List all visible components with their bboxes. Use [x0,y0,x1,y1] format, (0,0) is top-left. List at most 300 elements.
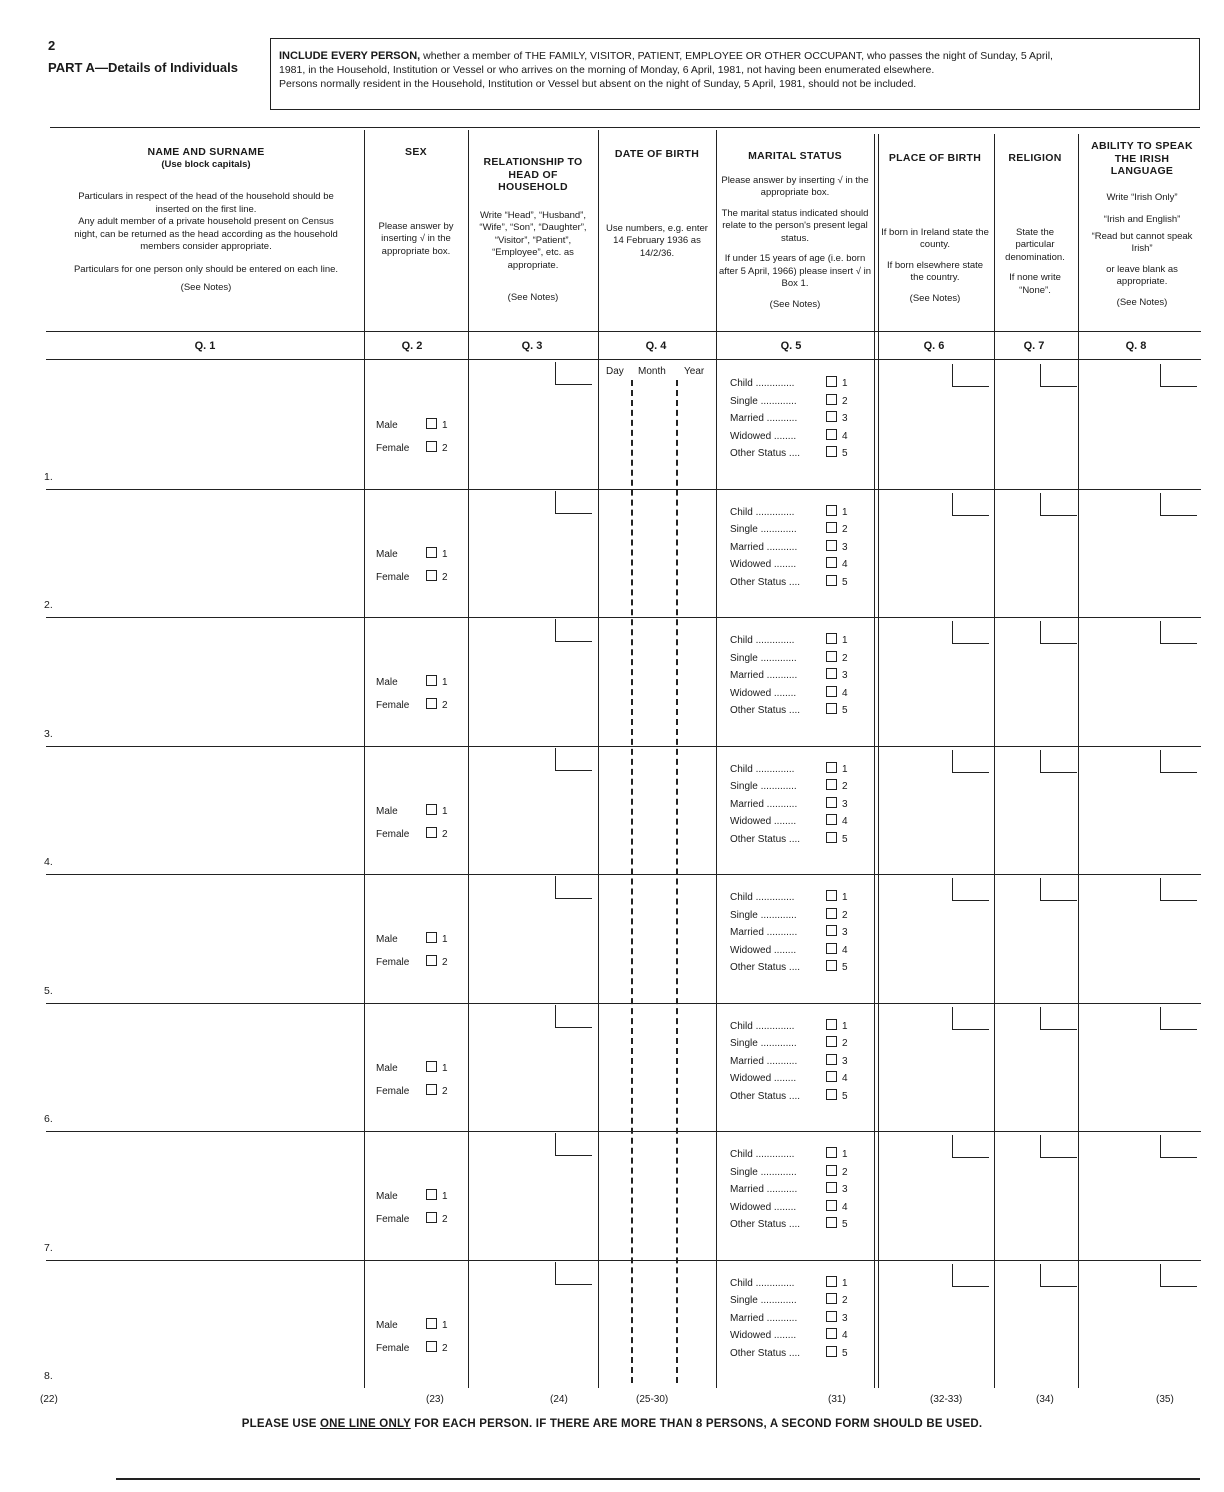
religion-code-box[interactable] [1040,364,1077,387]
option-code: 2 [842,652,848,664]
sex-option-label: Female [376,1214,410,1225]
sex-option-label: Female [376,1342,410,1354]
checkbox[interactable] [826,1054,837,1065]
checkbox[interactable] [426,675,437,686]
marital-option[interactable] [730,1346,848,1359]
header-irish-p1: Write “Irish Only” [1106,191,1178,203]
header-name-sub: (Use block capitals) [161,158,251,170]
vline-relationship-left [468,130,469,1388]
header-religion-title: RELIGION [1008,152,1062,164]
header-birthplace-p2: If born elsewhere state the country. [886,259,984,283]
birthplace-code-box[interactable] [952,493,989,516]
option-code: 4 [842,1330,848,1341]
checkbox[interactable] [826,686,837,697]
header-name-notes: (See Notes) [180,282,232,293]
checkbox[interactable] [826,1071,837,1082]
marital-option[interactable] [730,394,848,407]
marital-option[interactable] [730,1071,848,1084]
checkbox[interactable] [426,932,437,943]
checkbox[interactable] [826,943,837,954]
qlabel-8: Q. 8 [1125,340,1147,352]
marital-option[interactable] [730,1217,848,1230]
checkbox[interactable] [426,1318,437,1329]
marital-option[interactable] [730,505,848,518]
vline-religion-left [994,134,995,1388]
name-entry-field[interactable] [60,1266,356,1381]
relationship-code-box[interactable] [555,1262,592,1285]
checkbox[interactable] [826,376,837,387]
header-name-p1: Particulars in respect of the head of the household should be inserted on the first line. [78,191,334,215]
checkbox[interactable] [826,1293,837,1304]
option-code: 1 [442,1062,448,1074]
marital-option[interactable] [730,960,848,973]
checkbox[interactable] [826,1346,837,1357]
sex-option-label: Male [376,1062,398,1074]
checkbox[interactable] [826,814,837,825]
marital-option-label: Child .............. [730,506,795,518]
option-code: 2 [442,1085,448,1097]
marital-option-label: Child .............. [730,378,795,389]
marital-option-label: Other Status .... [730,833,801,845]
header-irish-notes: (See Notes) [1116,296,1168,308]
sex-option-female[interactable] [376,955,448,968]
row-number: 7. [44,1241,53,1254]
header-religion-p1: State the particular denomination. [1005,226,1065,263]
checkbox[interactable] [826,1182,837,1193]
sex-option-female[interactable] [376,1084,448,1097]
option-code: 5 [842,576,848,588]
option-code: 1 [442,1191,448,1202]
marital-option-label: Widowed ........ [730,1201,797,1213]
option-code: 2 [842,395,848,407]
checkbox[interactable] [826,960,837,971]
sex-option-female[interactable] [376,570,448,583]
qlabel-5: Q. 5 [780,340,802,352]
name-entry-field[interactable] [60,1137,356,1252]
marital-option[interactable] [730,1276,848,1289]
marital-option-label: Child .............. [730,635,795,646]
checkbox[interactable] [426,827,437,838]
sex-option-male[interactable] [376,547,448,560]
checkbox[interactable] [826,832,837,843]
option-code: 3 [842,798,848,810]
row-divider [46,874,1201,875]
qlabel-6: Q. 6 [923,340,945,352]
option-code: 1 [442,934,448,945]
checkbox[interactable] [426,441,437,452]
row-number: 2. [44,599,53,611]
header-sex [368,146,464,266]
checkbox[interactable] [826,703,837,714]
option-code: 5 [842,962,848,973]
checkbox[interactable] [826,411,837,422]
header-irish-p3: “Read but cannot speak Irish” [1091,230,1193,254]
row-divider [46,1131,1201,1132]
option-code: 5 [842,833,848,845]
checkbox[interactable] [426,418,437,429]
marital-option[interactable] [730,832,848,845]
marital-option[interactable] [730,633,848,646]
option-code: 5 [842,448,848,459]
marital-option-label: Widowed ........ [730,430,797,442]
option-code: 4 [842,430,848,442]
marital-option[interactable] [730,762,848,775]
marital-option[interactable] [730,411,848,424]
option-code: 2 [442,1214,448,1225]
marital-option-label: Single ............. [730,781,797,792]
marital-option-label: Other Status .... [730,576,801,588]
birthplace-code-box[interactable] [952,750,989,773]
option-code: 4 [842,816,848,827]
part-title: PART A—Details of Individuals [48,60,238,75]
marital-option-label: Child .............. [730,1149,795,1160]
header-name-p2: Any adult member of a private household present on Census night, can be returned as the head according as the household members consider appropriate. [74,216,338,252]
header-dob-title: DATE OF BIRTH [614,148,700,160]
option-code: 1 [842,506,848,518]
checkbox[interactable] [826,1019,837,1030]
checkbox[interactable] [826,522,837,533]
marital-option-label: Other Status .... [730,1347,801,1359]
religion-code-box[interactable] [1040,878,1077,901]
checkbox[interactable] [826,925,837,936]
dob-month-label: Month [638,366,666,377]
marital-option[interactable] [730,686,848,699]
footer-pre: PLEASE USE [241,1418,320,1430]
sex-option-male[interactable] [376,804,448,817]
marital-option-label: Single ............. [730,1038,797,1049]
marital-option[interactable] [730,668,848,681]
row-divider [46,1260,1201,1261]
marital-option[interactable] [730,1200,848,1213]
option-code: 5 [842,1347,848,1359]
checkbox[interactable] [426,1061,437,1072]
birthplace-code-box[interactable] [952,878,989,901]
option-code: 3 [842,1184,848,1195]
religion-code-box[interactable] [1040,493,1077,516]
religion-code-box[interactable] [1040,1264,1077,1287]
row-number: 5. [44,984,53,997]
checkbox[interactable] [826,575,837,586]
instruction-line-3: Persons normally resident in the Household, Institution or Vessel but absent on the night of Sunday, 5 April, 1981, should not be included. [279,78,917,90]
relationship-code-box[interactable] [555,619,592,642]
checkbox[interactable] [426,1212,437,1223]
marital-option-label: Child .............. [730,763,795,775]
sex-option-label: Male [376,1319,398,1331]
marital-option[interactable] [730,1019,848,1032]
header-birthplace [880,152,990,313]
checkbox[interactable] [826,1147,837,1158]
header-sex-p1: Please answer by inserting √ in the appropriate box. [378,220,454,257]
marital-option[interactable] [730,908,848,921]
checkbox[interactable] [826,1217,837,1228]
marital-option[interactable] [730,703,848,716]
relationship-code-box[interactable] [555,748,592,771]
checkbox[interactable] [426,1189,437,1200]
irish-code-box[interactable] [1160,1007,1197,1030]
name-entry-field[interactable] [60,880,356,995]
dob-day-separator [631,380,633,1383]
header-name-title: NAME AND SURNAME [147,146,265,158]
page-number: 2 [48,38,56,53]
marital-option-label: Widowed ........ [730,1330,797,1341]
code-name: (22) [40,1394,58,1405]
sex-option-label: Female [376,700,410,711]
marital-option[interactable] [730,779,848,792]
header-irish [1082,140,1202,317]
sex-option-female[interactable] [376,698,448,711]
option-code: 5 [842,705,848,716]
marital-option-label: Single ............. [730,524,797,535]
option-code: 1 [842,1149,848,1160]
marital-option-label: Other Status .... [730,448,801,459]
top-rule [50,127,1200,128]
sex-option-label: Male [376,548,398,560]
sex-option-female[interactable] [376,1212,448,1225]
checkbox[interactable] [826,1089,837,1100]
header-marital-title: MARITAL STATUS [748,150,842,162]
sex-option-label: Female [376,443,410,454]
checkbox[interactable] [826,762,837,773]
relationship-code-box[interactable] [555,491,592,514]
name-entry-field[interactable] [60,752,356,867]
header-marital-notes: (See Notes) [769,298,821,310]
row-divider [46,617,1201,618]
name-entry-field[interactable] [60,366,356,481]
marital-option-label: Single ............. [730,652,797,664]
relationship-code-box[interactable] [555,1005,592,1028]
checkbox[interactable] [826,779,837,790]
marital-option[interactable] [730,575,848,588]
header-birthplace-notes: (See Notes) [909,292,961,304]
header-relationship-notes: (See Notes) [507,292,559,303]
option-code: 2 [442,571,448,583]
row-number: 6. [44,1113,53,1125]
option-code: 2 [442,828,448,840]
option-code: 4 [842,559,848,570]
sex-option-male[interactable] [376,932,448,945]
birthplace-code-box[interactable] [952,621,989,644]
marital-option[interactable] [730,1328,848,1341]
checkbox[interactable] [426,698,437,709]
name-entry-field[interactable] [60,1009,356,1124]
code-irish: (35) [1156,1394,1174,1405]
marital-option[interactable] [730,797,848,810]
option-code: 2 [842,909,848,921]
checkbox[interactable] [826,797,837,808]
birthplace-code-box[interactable] [952,364,989,387]
checkbox[interactable] [826,890,837,901]
sex-option-female[interactable] [376,441,448,454]
irish-code-box[interactable] [1160,493,1197,516]
marital-option-label: Widowed ........ [730,1073,797,1084]
header-birthplace-p1: If born in Ireland state the county. [881,226,989,250]
header-sex-title: SEX [405,146,427,158]
marital-option-label: Single ............. [730,1166,797,1178]
option-code: 1 [442,548,448,560]
marital-option[interactable] [730,651,848,664]
checkbox[interactable] [826,540,837,551]
marital-option-label: Married ........... [730,541,798,553]
checkbox[interactable] [826,505,837,516]
marital-option-label: Single ............. [730,395,797,407]
checkbox[interactable] [826,633,837,644]
religion-code-box[interactable] [1040,1135,1077,1158]
header-marital-p2: The marital status indicated should relate to the person's present legal status. [721,207,869,244]
checkbox[interactable] [826,1200,837,1211]
sex-option-female[interactable] [376,1341,448,1354]
checkbox[interactable] [426,804,437,815]
marital-option[interactable] [730,557,848,570]
checkbox[interactable] [426,1341,437,1352]
sex-option-male[interactable] [376,418,448,431]
marital-option-label: Widowed ........ [730,944,797,956]
marital-option[interactable] [730,429,848,442]
marital-option[interactable] [730,925,848,938]
marital-option[interactable] [730,1054,848,1067]
option-code: 5 [842,1090,848,1102]
religion-code-box[interactable] [1040,621,1077,644]
marital-option[interactable] [730,1311,848,1324]
marital-option-label: Single ............. [730,909,797,921]
sex-option-label: Male [376,934,398,945]
checkbox[interactable] [826,1165,837,1176]
marital-option[interactable] [730,1036,848,1049]
footer-note [0,1418,1224,1430]
instruction-box [270,38,1200,110]
header-irish-p2: “Irish and English” [1103,214,1181,225]
marital-option[interactable] [730,1147,848,1160]
relationship-code-box[interactable] [555,876,592,899]
birthplace-code-box[interactable] [952,1007,989,1030]
marital-option[interactable] [730,814,848,827]
marital-option[interactable] [730,522,848,535]
irish-code-box[interactable] [1160,878,1197,901]
checkbox[interactable] [826,1276,837,1287]
dob-year-label: Year [684,366,705,377]
sex-option-male[interactable] [376,675,448,688]
row-number: 4. [44,856,53,868]
sex-option-male[interactable] [376,1318,448,1331]
irish-code-box[interactable] [1160,621,1197,644]
sex-option-label: Female [376,957,410,968]
vline-dob-left [598,130,599,1388]
checkbox[interactable] [826,651,837,662]
checkbox[interactable] [426,547,437,558]
option-code: 3 [842,670,848,681]
irish-code-box[interactable] [1160,364,1197,387]
marital-option-label: Child .............. [730,1020,795,1032]
checkbox[interactable] [426,570,437,581]
marital-option[interactable] [730,1293,848,1306]
checkbox[interactable] [826,668,837,679]
option-code: 2 [842,1295,848,1306]
marital-option[interactable] [730,376,848,389]
sex-option-label: Male [376,1191,398,1202]
religion-code-box[interactable] [1040,1007,1077,1030]
checkbox[interactable] [826,557,837,568]
option-code: 2 [442,700,448,711]
sex-option-male[interactable] [376,1061,448,1074]
footer-underlined: ONE LINE ONLY [320,1418,411,1430]
header-relationship [472,156,594,313]
irish-code-box[interactable] [1160,750,1197,773]
option-code: 2 [442,1342,448,1354]
option-code: 1 [842,1277,848,1289]
code-religion: (34) [1036,1394,1054,1405]
marital-option-label: Other Status .... [730,962,801,973]
marital-option[interactable] [730,890,848,903]
marital-option-label: Other Status .... [730,705,801,716]
name-entry-field[interactable] [60,495,356,610]
footer-post: FOR EACH PERSON. IF THERE ARE MORE THAN 8 PERSONS, A SECOND FORM SHOULD BE USED. [410,1418,983,1430]
row-divider [46,746,1201,747]
relationship-code-box[interactable] [555,1133,592,1156]
qlabel-4: Q. 4 [645,340,667,352]
relationship-code-box[interactable] [555,362,592,385]
sex-option-label: Female [376,571,410,583]
vline-irish-left [1078,134,1079,1388]
birthplace-code-box[interactable] [952,1135,989,1158]
checkbox[interactable] [826,446,837,457]
dob-month-separator [676,380,678,1383]
option-code: 2 [842,1166,848,1178]
checkbox[interactable] [826,1311,837,1322]
marital-option[interactable] [730,446,848,459]
checkbox[interactable] [426,1084,437,1095]
header-name [66,146,346,303]
marital-option[interactable] [730,540,848,553]
row-divider [46,1003,1201,1004]
religion-code-box[interactable] [1040,750,1077,773]
checkbox[interactable] [826,1328,837,1339]
vline-birthplace-left [874,134,875,1388]
sex-option-male[interactable] [376,1189,448,1202]
dob-day-label: Day [606,366,624,377]
option-code: 5 [842,1219,848,1230]
header-dob-p1: Use numbers, e.g. enter 14 February 1936 as 14/2/36. [606,222,708,259]
code-birthplace: (32-33) [930,1394,963,1405]
option-code: 1 [442,677,448,688]
marital-option[interactable] [730,943,848,956]
checkbox[interactable] [426,955,437,966]
instruction-line-1 [279,49,1191,63]
option-code: 4 [842,944,848,956]
option-code: 2 [842,1038,848,1049]
checkbox[interactable] [826,908,837,919]
checkbox[interactable] [826,394,837,405]
sex-option-female[interactable] [376,827,448,840]
birthplace-code-box[interactable] [952,1264,989,1287]
marital-option[interactable] [730,1165,848,1178]
name-entry-field[interactable] [60,623,356,738]
checkbox[interactable] [826,1036,837,1047]
header-irish-title: ABILITY TO SPEAK THE IRISH LANGUAGE [1091,140,1193,177]
code-relationship: (24) [550,1394,568,1405]
irish-code-box[interactable] [1160,1264,1197,1287]
row-number: 1. [44,470,53,483]
marital-option[interactable] [730,1182,848,1195]
vline-birthplace-left-double [878,134,879,1388]
row-number: 3. [44,727,53,740]
instruction-lead: INCLUDE EVERY PERSON, [279,50,421,62]
marital-option[interactable] [730,1089,848,1102]
checkbox[interactable] [826,429,837,440]
marital-option-label: Married ........... [730,1184,798,1195]
code-dob: (25-30) [636,1394,669,1405]
qlabel-1: Q. 1 [194,340,216,352]
qlabel-3: Q. 3 [521,340,543,352]
irish-code-box[interactable] [1160,1135,1197,1158]
